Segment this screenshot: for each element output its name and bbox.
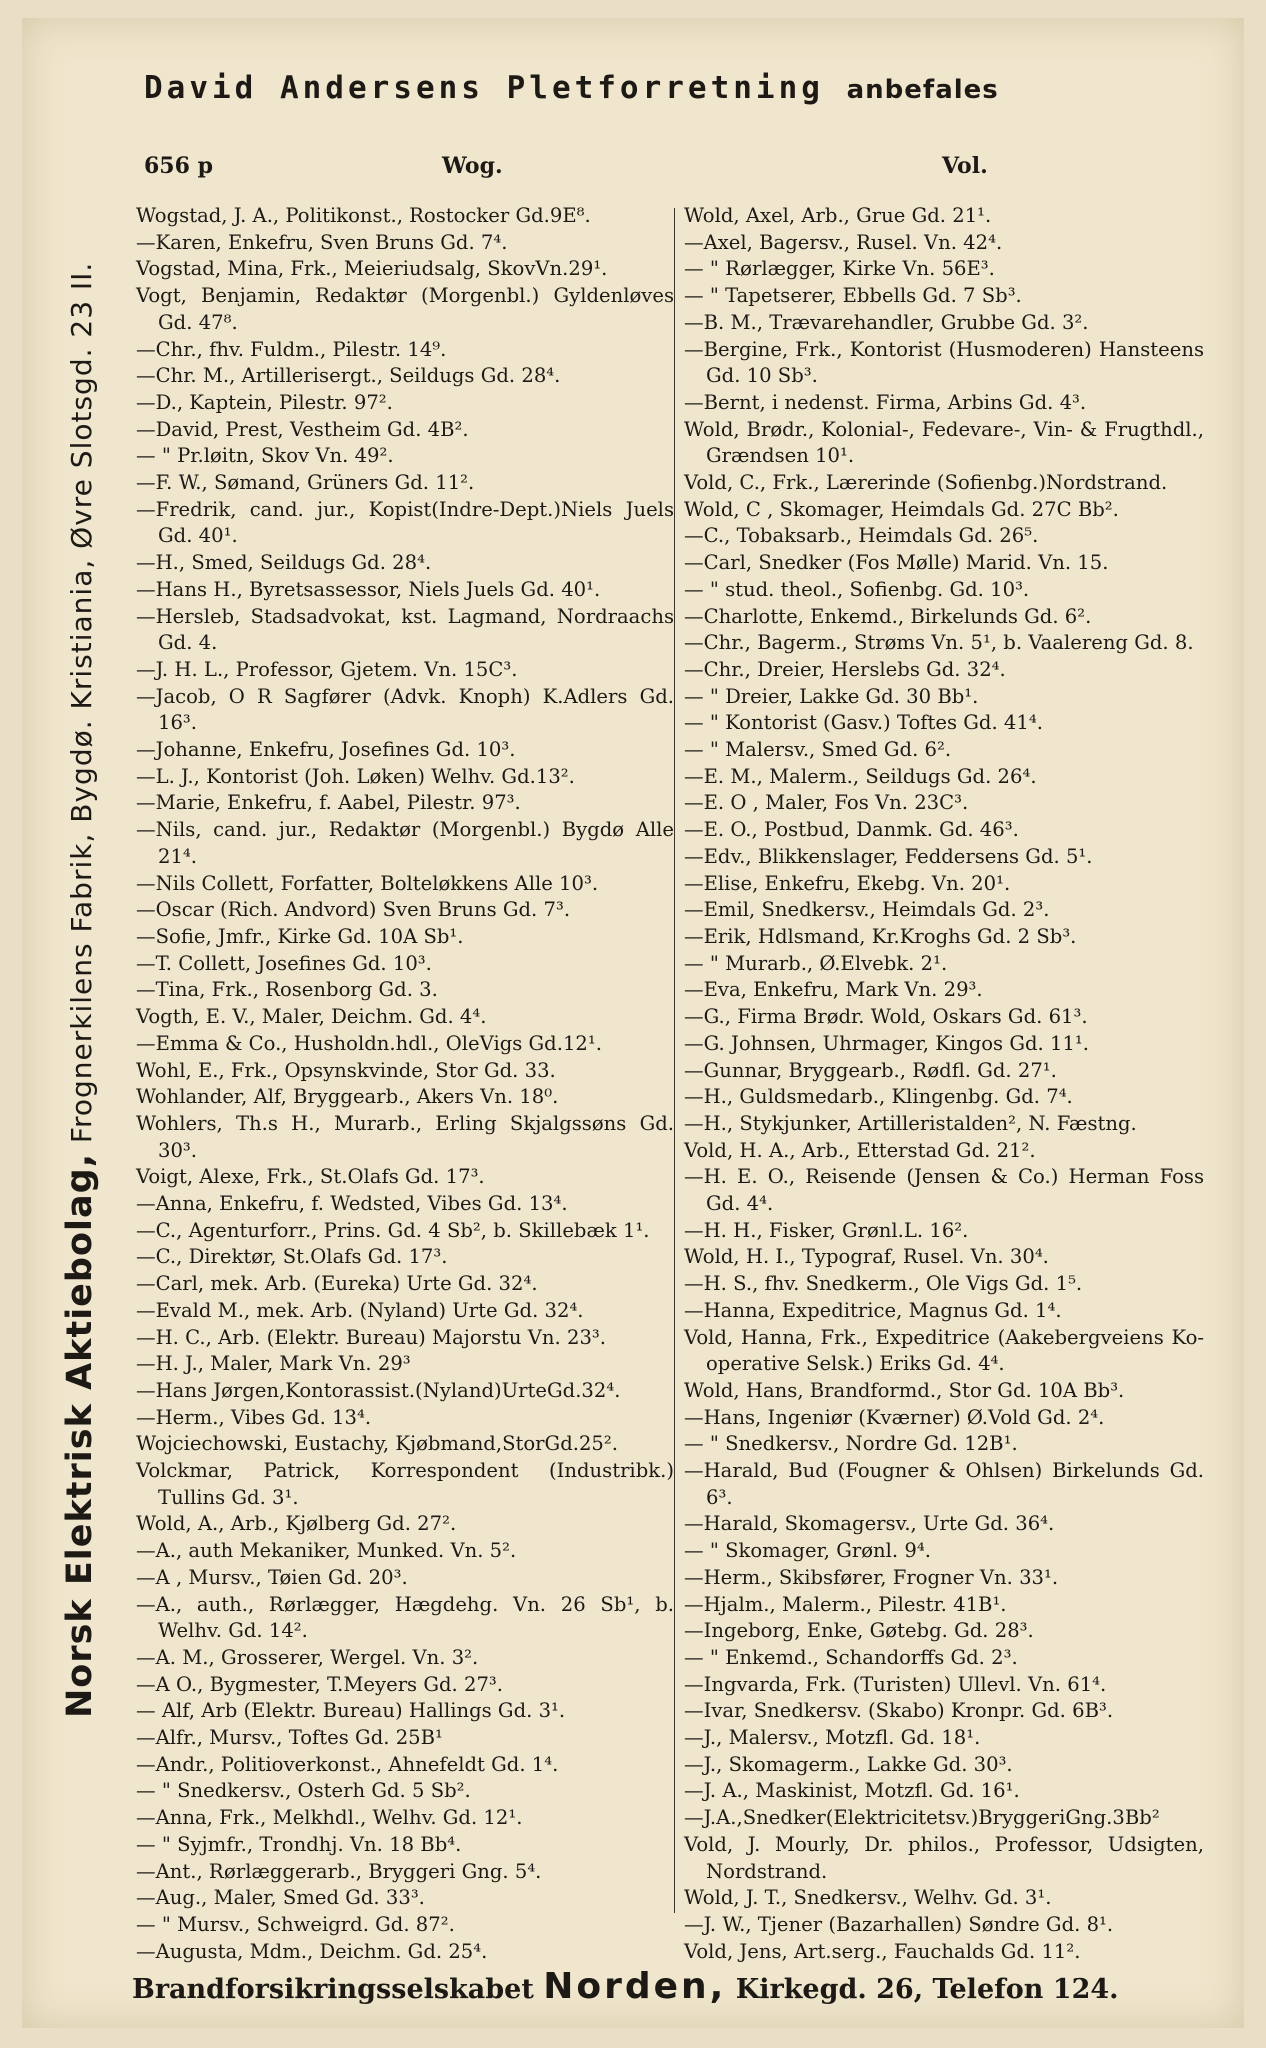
directory-entry: —E. O , Maler, Fos Vn. 23C³. — [684, 791, 969, 815]
directory-entry: Wojciechowski, Eustachy, Kjøbmand,StorGd.25². — [136, 1432, 618, 1456]
directory-entry: —Carl, Snedker (Fos Mølle) Marid. Vn. 15. — [684, 551, 1109, 575]
side-ad-rest: Frognerkilens Fabrik, Bygdø. Kristiania, Øvre Slotsgd. 23 II. — [65, 261, 98, 1153]
directory-entry: —J., Skomagerm., Lakke Gd. 30³. — [684, 1752, 1013, 1776]
directory-entry: —Ingvarda, Frk. (Turisten) Ullevl. Vn. 61⁴. — [684, 1672, 1107, 1696]
directory-entry: —Hjalm., Malerm., Pilestr. 41B¹. — [684, 1592, 1007, 1616]
directory-entry: Wold, Axel, Arb., Grue Gd. 21¹. — [684, 204, 992, 227]
directory-entry: —Charlotte, Enkemd., Birkelunds Gd. 6². — [684, 604, 1092, 628]
side-advertisement — [60, 261, 114, 1718]
directory-entry: —Erik, Hdlsmand, Kr.Kroghs Gd. 2 Sb³. — [684, 924, 1077, 948]
directory-entry: —H. E. O., Reisende (Jensen & Co.) Herman Foss Gd. 4⁴. — [684, 1165, 1204, 1216]
left-column — [136, 203, 674, 1963]
directory-entry: —A , Mursv., Tøien Gd. 20³. — [136, 1565, 408, 1589]
directory-entry: —H. S., fhv. Snedkerm., Ole Vigs Gd. 1⁵. — [684, 1272, 1083, 1296]
directory-entry: —Hans Jørgen,Kontorassist.(Nyland)UrteGd.32⁴. — [136, 1378, 621, 1402]
directory-entry: —J. A., Maskinist, Motzfl. Gd. 16¹. — [684, 1779, 1020, 1803]
directory-entry: Wold, Brødr., Kolonial-, Fedevare-, Vin- & Frugthdl., Grændsen 10¹. — [684, 417, 1204, 468]
directory-entry: —J., Malersv., Motzfl. Gd. 18¹. — [684, 1726, 981, 1750]
directory-entry: —Johanne, Enkefru, Josefines Gd. 10³. — [136, 738, 516, 762]
directory-entry: —Bergine, Frk., Kontorist (Husmoderen) Hansteens Gd. 10 Sb³. — [684, 337, 1204, 388]
right-column — [684, 203, 1204, 1963]
directory-entry: —Aug., Maler, Smed Gd. 33³. — [136, 1886, 425, 1910]
directory-entry: Volckmar, Patrick, Korrespondent (Industribk.) Tullins Gd. 3¹. — [136, 1459, 674, 1509]
directory-entry: — " Enkemd., Schandorffs Gd. 2³. — [684, 1645, 1018, 1669]
directory-entry: —Edv., Blikkenslager, Feddersens Gd. 5¹. — [684, 844, 1093, 868]
directory-entry: — " stud. theol., Sofienbg. Gd. 10³. — [684, 577, 1030, 601]
directory-entry: — " Dreier, Lakke Gd. 30 Bb¹. — [684, 684, 979, 708]
directory-entry: —David, Prest, Vestheim Gd. 4B². — [136, 417, 469, 441]
directory-entry: — " Murarb., Ø.Elvebk. 2¹. — [684, 951, 948, 975]
directory-entry: —E. M., Malerm., Seildugs Gd. 26⁴. — [684, 764, 1037, 788]
directory-entry: —H., Smed, Seildugs Gd. 28⁴. — [136, 551, 432, 575]
directory-entry: —Augusta, Mdm., Deichm. Gd. 25⁴. — [136, 1939, 488, 1963]
directory-entry: —Ivar, Snedkersv. (Skabo) Kronpr. Gd. 6B³. — [684, 1699, 1114, 1723]
directory-entry: —Emil, Snedkersv., Heimdals Gd. 2³. — [684, 898, 1050, 922]
directory-entry: — " Rørlægger, Kirke Vn. 56E³. — [684, 257, 995, 281]
bottom-ad-left: Brandforsikringsselskabet — [132, 1974, 534, 2005]
directory-entry: —Alfr., Mursv., Toftes Gd. 25B¹ — [136, 1726, 443, 1750]
directory-entry: Voigt, Alexe, Frk., St.Olafs Gd. 17³. — [136, 1165, 485, 1189]
directory-entry: Wold, C , Skomager, Heimdals Gd. 27C Bb². — [684, 497, 1119, 521]
side-ad-bold: Norsk Elektrisk Aktiebolag, — [60, 1153, 100, 1718]
directory-entry: —L. J., Kontorist (Joh. Løken) Welhv. Gd.13². — [136, 764, 575, 788]
directory-entry: —Emma & Co., Husholdn.hdl., OleVigs Gd.12¹. — [136, 1031, 602, 1055]
directory-entry: Vogstad, Mina, Frk., Meieriudsalg, SkovVn.29¹. — [136, 257, 608, 281]
directory-entry: —Tina, Frk., Rosenborg Gd. 3. — [136, 978, 438, 1002]
directory-entry: — " Malersv., Smed Gd. 6². — [684, 738, 952, 762]
directory-entry: —Fredrik, cand. jur., Kopist(Indre-Dept.)Niels Juels Gd. 40¹. — [136, 497, 674, 548]
directory-entry: —Chr., Bagerm., Strøms Vn. 5¹, b. Vaalereng Gd. 8. — [684, 631, 1194, 655]
directory-entry: —D., Kaptein, Pilestr. 97². — [136, 390, 393, 414]
directory-entry: —A., auth Mekaniker, Munked. Vn. 5². — [136, 1539, 517, 1563]
directory-entry: —G. Johnsen, Uhrmager, Kingos Gd. 11¹. — [684, 1031, 1090, 1055]
directory-entry: —C., Agenturforr., Prins. Gd. 4 Sb², b. Skillebæk 1¹. — [136, 1218, 650, 1242]
directory-entry: —E. O., Postbud, Danmk. Gd. 46³. — [684, 818, 1019, 842]
directory-entry: —Karen, Enkefru, Sven Bruns Gd. 7⁴. — [136, 230, 508, 254]
directory-entry: —H. H., Fisker, Grønl.L. 16². — [684, 1218, 969, 1242]
directory-entry: —J. H. L., Professor, Gjetem. Vn. 15C³. — [136, 657, 518, 681]
directory-entry: —T. Collett, Josefines Gd. 10³. — [136, 951, 432, 975]
directory-entry: Wogstad, J. A., Politikonst., Rostocker Gd.9E⁸. — [136, 204, 591, 227]
bottom-ad-right: Kirkegd. 26, Telefon 124. — [735, 1974, 1119, 2005]
directory-entry: — " Syjmfr., Trondhj. Vn. 18 Bb⁴. — [136, 1832, 462, 1856]
directory-entry: —Elise, Enkefru, Ekebg. Vn. 20¹. — [684, 871, 1011, 895]
directory-entry: —Chr. M., Artillerisergt., Seildugs Gd. 28⁴. — [136, 364, 561, 388]
directory-entry: Vold, H. A., Arb., Etterstad Gd. 21². — [684, 1138, 1036, 1162]
directory-entry: —Marie, Enkefru, f. Aabel, Pilestr. 97³. — [136, 791, 521, 815]
directory-entry: Vold, Hanna, Frk., Expeditrice (Aakebergveiens Ko-operative Selsk.) Eriks Gd. 4⁴. — [684, 1325, 1204, 1376]
directory-entry: —Anna, Frk., Melkhdl., Welhv. Gd. 12¹. — [136, 1806, 523, 1830]
directory-entry: — " Mursv., Schweigrd. Gd. 87². — [136, 1913, 455, 1936]
directory-entry: —H., Guldsmedarb., Klingenbg. Gd. 7⁴. — [684, 1085, 1073, 1109]
directory-entry: —Carl, mek. Arb. (Eureka) Urte Gd. 32⁴. — [136, 1272, 538, 1296]
directory-entry: —Axel, Bagersv., Rusel. Vn. 42⁴. — [684, 230, 1003, 254]
directory-entry: —Anna, Enkefru, f. Wedsted, Vibes Gd. 13⁴. — [136, 1192, 568, 1216]
directory-entry: —Bernt, i nedenst. Firma, Arbins Gd. 4³. — [684, 390, 1087, 414]
directory-entry: —A O., Bygmester, T.Meyers Gd. 27³. — [136, 1672, 504, 1696]
directory-entry: —G., Firma Brødr. Wold, Oskars Gd. 61³. — [684, 1005, 1088, 1029]
top-ad-main: David Andersens Pletforretning — [144, 70, 824, 106]
top-ad-suffix: anbefales — [846, 75, 999, 105]
directory-entry: —Harald, Bud (Fougner & Ohlsen) Birkelunds Gd. 6³. — [684, 1459, 1204, 1509]
directory-entry: — " Snedkersv., Nordre Gd. 12B¹. — [684, 1432, 1018, 1456]
directory-entry: —Hanna, Expeditrice, Magnus Gd. 1⁴. — [684, 1298, 1062, 1322]
directory-entry: Vogt, Benjamin, Redaktør (Morgenbl.) Gyldenløves Gd. 47⁸. — [136, 284, 674, 334]
bottom-advertisement — [132, 1966, 1212, 2007]
directory-entry: — " Tapetserer, Ebbells Gd. 7 Sb³. — [684, 284, 1022, 308]
column-divider — [674, 208, 675, 1913]
directory-entry: Wold, A., Arb., Kjølberg Gd. 27². — [136, 1512, 457, 1536]
directory-page — [22, 18, 1244, 2028]
bottom-ad-middle: Norden, — [543, 1966, 727, 2007]
directory-entry: Wold, H. I., Typograf, Rusel. Vn. 30⁴. — [684, 1245, 1049, 1269]
directory-entry: —Hersleb, Stadsadvokat, kst. Lagmand, Nordraachs Gd. 4. — [136, 604, 674, 655]
directory-entry: —Herm., Skibsfører, Frogner Vn. 33¹. — [684, 1565, 1059, 1589]
directory-entry: —Hans, Ingeniør (Kværner) Ø.Vold Gd. 2⁴. — [684, 1405, 1105, 1429]
directory-entry: —H., Stykjunker, Artilleristalden², N. Fæstng. — [684, 1111, 1137, 1135]
directory-entry: —Harald, Skomagersv., Urte Gd. 36⁴. — [684, 1512, 1055, 1536]
directory-entry: Vold, J. Mourly, Dr. philos., Professor, Udsigten, Nordstrand. — [684, 1832, 1204, 1883]
directory-entry: —H. C., Arb. (Elektr. Bureau) Majorstu Vn. 23³. — [136, 1325, 607, 1349]
directory-entry: Wold, Hans, Brandformd., Stor Gd. 10A Bb³. — [684, 1378, 1125, 1402]
directory-entry: —F. W., Sømand, Grüners Gd. 11². — [136, 471, 475, 495]
directory-entry: —Andr., Politioverkonst., Ahnefeldt Gd. 1⁴. — [136, 1752, 559, 1776]
directory-entry: —Nils Collett, Forfatter, Bolteløkkens Alle 10³. — [136, 871, 599, 895]
directory-entry: —Evald M., mek. Arb. (Nyland) Urte Gd. 32⁴. — [136, 1298, 584, 1322]
directory-entry: —C., Tobaksarb., Heimdals Gd. 26⁵. — [684, 524, 1039, 548]
directory-entry: —B. M., Trævarehandler, Grubbe Gd. 3². — [684, 310, 1089, 334]
directory-entry: —Chr., Dreier, Herslebs Gd. 32⁴. — [684, 657, 1006, 681]
directory-entry: Vold, Jens, Art.serg., Fauchalds Gd. 11². — [684, 1939, 1081, 1963]
directory-entry: —Jacob, O R Sagfører (Advk. Knoph) K.Adlers Gd. 16³. — [136, 684, 674, 735]
directory-entry: Wohlers, Th.s H., Murarb., Erling Skjalgssøns Gd. 30³. — [136, 1111, 674, 1162]
directory-entry: —Chr., fhv. Fuldm., Pilestr. 14⁹. — [136, 337, 447, 361]
directory-entry: Wold, J. T., Snedkersv., Welhv. Gd. 3¹. — [684, 1886, 1052, 1910]
directory-entry: —A. M., Grosserer, Wergel. Vn. 3². — [136, 1645, 479, 1669]
directory-entry: —A., auth., Rørlægger, Hægdehg. Vn. 26 Sb¹, b. Welhv. Gd. 14². — [136, 1592, 674, 1643]
directory-entry: —Hans H., Byretsassessor, Niels Juels Gd. 40¹. — [136, 577, 601, 601]
directory-entry: Vold, C., Frk., Lærerinde (Sofienbg.)Nordstrand. — [684, 471, 1168, 495]
directory-entry: — " Pr.løitn, Skov Vn. 49². — [136, 444, 394, 468]
directory-entry: — " Kontorist (Gasv.) Toftes Gd. 41⁴. — [684, 711, 1043, 735]
directory-entry: — Alf, Arb (Elektr. Bureau) Hallings Gd. 3¹. — [136, 1699, 566, 1723]
directory-entry: —Ingeborg, Enke, Gøtebg. Gd. 28³. — [684, 1619, 1034, 1643]
directory-entry: —Eva, Enkefru, Mark Vn. 29³. — [684, 978, 983, 1002]
directory-entry: Wohl, E., Frk., Opsynskvinde, Stor Gd. 33. — [136, 1058, 556, 1082]
directory-entry: —Gunnar, Bryggearb., Rødfl. Gd. 27¹. — [684, 1058, 1057, 1082]
directory-entry: —C., Direktør, St.Olafs Gd. 17³. — [136, 1245, 448, 1269]
right-guide-word: Vol. — [942, 153, 988, 179]
directory-entry: —J. W., Tjener (Bazarhallen) Søndre Gd. 8¹. — [684, 1913, 1114, 1936]
directory-entry: —Herm., Vibes Gd. 13⁴. — [136, 1405, 372, 1429]
directory-entry: Vogth, E. V., Maler, Deichm. Gd. 4⁴. — [136, 1005, 487, 1029]
directory-entry: —J.A.,Snedker(Elektricitetsv.)BryggeriGng.3Bb² — [684, 1806, 1160, 1830]
directory-entry: —Sofie, Jmfr., Kirke Gd. 10A Sb¹. — [136, 924, 464, 948]
page-number: 656 p — [144, 153, 213, 179]
directory-entry: —H. J., Maler, Mark Vn. 29³ — [136, 1352, 411, 1376]
top-advertisement — [144, 70, 1204, 106]
directory-entry: — " Snedkersv., Osterh Gd. 5 Sb². — [136, 1779, 471, 1803]
left-guide-word: Wog. — [442, 153, 503, 179]
directory-entry: — " Skomager, Grønl. 9⁴. — [684, 1539, 931, 1563]
directory-entry: —Nils, cand. jur., Redaktør (Morgenbl.) Bygdø Alle 21⁴. — [136, 818, 674, 868]
directory-entry: —Ant., Rørlæggerarb., Bryggeri Gng. 5⁴. — [136, 1859, 542, 1883]
directory-entry: —Oscar (Rich. Andvord) Sven Bruns Gd. 7³. — [136, 898, 571, 922]
directory-entry: Wohlander, Alf, Bryggearb., Akers Vn. 18⁰. — [136, 1085, 559, 1109]
